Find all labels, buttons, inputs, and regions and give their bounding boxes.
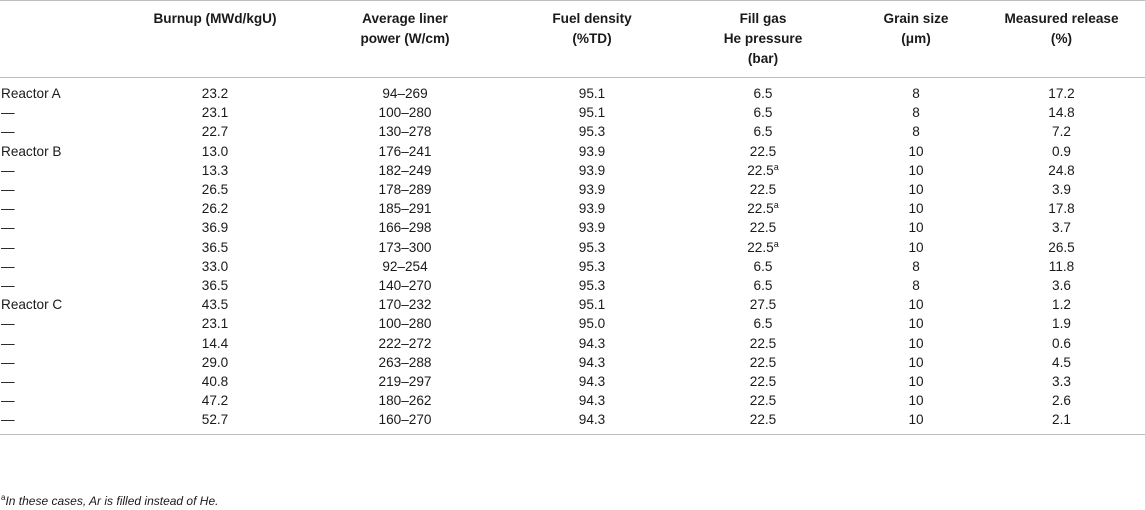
table-cell-release [978, 295, 1145, 314]
table-cell-grain [854, 199, 978, 218]
table-cell-label [0, 334, 132, 353]
cell-value: 22.5 [747, 239, 774, 255]
table-cell-grain [854, 295, 978, 314]
table-cell-label [0, 218, 132, 237]
table-cell-release [978, 122, 1145, 141]
cell-value: 180–262 [378, 393, 432, 409]
table-cell-grain [854, 353, 978, 372]
table-cell-density [512, 180, 672, 199]
table-cell-grain [854, 103, 978, 122]
cell-value: — [1, 393, 15, 409]
cell-value: 2.1 [1052, 412, 1071, 428]
table-cell-grain [854, 122, 978, 141]
cell-value: 10 [908, 162, 924, 178]
table-cell-grain [854, 142, 978, 161]
table-cell-label [0, 238, 132, 257]
cell-value: 10 [908, 143, 924, 159]
table-cell-power [298, 353, 512, 372]
cell-value: 6.5 [753, 86, 773, 101]
cell-value: 10 [908, 374, 924, 390]
cell-value: 8 [912, 278, 920, 294]
table-row [0, 334, 1145, 353]
table-cell-release [978, 218, 1145, 237]
cell-value: 3.3 [1052, 374, 1071, 390]
cell-value: 95.3 [578, 278, 606, 294]
column-header-line: Fill gas [739, 11, 787, 26]
cell-value: 0.6 [1052, 335, 1071, 351]
table-cell-burnup [132, 334, 298, 353]
column-header-line: (μm) [901, 31, 931, 46]
table-cell-burnup [132, 103, 298, 122]
table-cell-release [978, 372, 1145, 391]
column-header-line: Burnup (MWd/kgU) [153, 11, 277, 26]
table-cell-density [512, 295, 672, 314]
cell-value: 94.3 [578, 393, 606, 409]
cell-value: 140–270 [378, 278, 432, 294]
cell-value: 22.5 [749, 412, 777, 428]
table-cell-density [512, 276, 672, 295]
cell-value: 10 [908, 182, 924, 198]
cell-value: 36.9 [201, 220, 229, 236]
table-cell-power [298, 257, 512, 276]
cell-value: 14.4 [201, 335, 229, 351]
column-header-line: Average liner [362, 11, 448, 26]
cell-value: 8 [912, 105, 920, 121]
table-cell-pressure [672, 257, 854, 276]
cell-value: 94.3 [578, 374, 606, 390]
table-cell-grain [854, 238, 978, 257]
table-row [0, 276, 1145, 295]
cell-value: 47.2 [201, 393, 229, 409]
cell-value: 219–297 [378, 374, 432, 390]
table-cell-burnup [132, 314, 298, 333]
table-cell-burnup [132, 257, 298, 276]
cell-value: 22.5 [749, 220, 777, 236]
table-cell-density [512, 391, 672, 410]
table-cell-label [0, 180, 132, 199]
cell-value: 100–280 [378, 105, 432, 121]
table-cell-grain [854, 78, 978, 104]
table-cell-density [512, 372, 672, 391]
table-cell-label [0, 410, 132, 434]
table-cell-density [512, 314, 672, 333]
table-cell-pressure [672, 103, 854, 122]
cell-value: 263–288 [378, 354, 432, 370]
table-cell-release [978, 161, 1145, 180]
footnote-ref-mark: a [773, 200, 779, 211]
table-cell-power [298, 314, 512, 333]
cell-value: Reactor C [1, 297, 63, 313]
table-cell-label [0, 161, 132, 180]
table-cell-burnup [132, 238, 298, 257]
table-header-row [0, 1, 1145, 78]
table-cell-release [978, 391, 1145, 410]
cell-value: 4.5 [1052, 354, 1071, 370]
table-cell-density [512, 142, 672, 161]
table-cell-grain [854, 218, 978, 237]
cell-value: 178–289 [378, 182, 432, 198]
cell-value: 33.0 [201, 258, 229, 274]
table-cell-burnup [132, 410, 298, 434]
table-row [0, 218, 1145, 237]
column-header-line: (%) [1050, 31, 1073, 46]
table-cell-label [0, 295, 132, 314]
table-cell-label [0, 142, 132, 161]
cell-value: 14.8 [1048, 105, 1075, 121]
cell-value: 26.2 [201, 201, 229, 217]
cell-value: 94.3 [578, 412, 606, 428]
table-cell-power [298, 295, 512, 314]
column-header-line: power (W/cm) [360, 31, 450, 46]
cell-value: 1.9 [1052, 316, 1071, 332]
cell-value: 22.5 [749, 354, 777, 370]
cell-value: 6.5 [753, 124, 773, 140]
table-cell-pressure [672, 78, 854, 104]
table-cell-release [978, 180, 1145, 199]
cell-value: 94.3 [578, 354, 606, 370]
table-cell-density [512, 353, 672, 372]
table-cell-pressure [672, 122, 854, 141]
table-cell-burnup [132, 353, 298, 372]
cell-value: — [1, 412, 15, 428]
table-cell-burnup [132, 295, 298, 314]
cell-value: 93.9 [578, 220, 606, 236]
cell-value: 160–270 [378, 412, 432, 428]
footnote-ref-mark: a [773, 238, 779, 249]
table-cell-grain [854, 180, 978, 199]
table-cell-burnup [132, 180, 298, 199]
table-cell-label [0, 122, 132, 141]
table-cell-power [298, 391, 512, 410]
table-cell-density [512, 122, 672, 141]
cell-value: 95.1 [578, 105, 606, 121]
cell-value: 13.0 [201, 143, 229, 159]
table-row [0, 314, 1145, 333]
cell-value: 0.9 [1052, 143, 1071, 159]
cell-value: 17.8 [1048, 201, 1075, 217]
cell-value: — [1, 239, 15, 255]
cell-value: — [1, 278, 15, 294]
cell-value: 52.7 [201, 412, 229, 428]
cell-value: — [1, 182, 15, 198]
table-cell-burnup [132, 199, 298, 218]
cell-value: — [1, 316, 15, 332]
table-cell-release [978, 334, 1145, 353]
table-row [0, 103, 1145, 122]
cell-value: 26.5 [201, 182, 229, 198]
table-cell-power [298, 180, 512, 199]
cell-value: 185–291 [378, 201, 432, 217]
table-cell-pressure [672, 199, 854, 218]
table-cell-release [978, 103, 1145, 122]
cell-value: 222–272 [378, 335, 432, 351]
table-cell-release [978, 314, 1145, 333]
table-cell-label [0, 199, 132, 218]
cell-value: 95.1 [578, 297, 606, 313]
cell-value: 36.5 [201, 239, 229, 255]
table-cell-pressure [672, 334, 854, 353]
table-body [0, 78, 1145, 435]
cell-value: 10 [908, 201, 924, 217]
cell-value: 43.5 [201, 297, 229, 313]
table-row [0, 78, 1145, 104]
table-cell-power [298, 218, 512, 237]
table-cell-grain [854, 161, 978, 180]
cell-value: 6.5 [753, 258, 773, 274]
table-cell-grain [854, 257, 978, 276]
table-cell-release [978, 257, 1145, 276]
table-cell-power [298, 238, 512, 257]
cell-value: 24.8 [1048, 162, 1075, 178]
table-cell-grain [854, 372, 978, 391]
cell-value: 95.3 [578, 124, 606, 140]
column-header [0, 1, 132, 78]
cell-value: 10 [908, 412, 924, 428]
cell-value: 6.5 [753, 105, 773, 121]
cell-value: 22.5 [749, 143, 777, 159]
cell-value: 13.3 [201, 162, 229, 178]
cell-value: 173–300 [378, 239, 432, 255]
cell-value: 11.8 [1048, 258, 1075, 274]
cell-value: 22.5 [749, 182, 777, 198]
table-cell-release [978, 78, 1145, 104]
column-header-line: (%TD) [572, 31, 612, 46]
table-cell-label [0, 372, 132, 391]
cell-value: 3.9 [1052, 182, 1071, 198]
table-cell-density [512, 218, 672, 237]
cell-value: 93.9 [578, 143, 606, 159]
cell-value: Reactor B [1, 143, 62, 159]
table-row [0, 372, 1145, 391]
table-cell-density [512, 257, 672, 276]
table-cell-density [512, 161, 672, 180]
cell-value: 22.5 [747, 162, 774, 178]
table-cell-release [978, 199, 1145, 218]
table-row [0, 180, 1145, 199]
table-cell-power [298, 78, 512, 104]
column-header [978, 1, 1145, 78]
table-cell-power [298, 103, 512, 122]
table-cell-release [978, 353, 1145, 372]
cell-value: 94–269 [382, 86, 428, 101]
table-row [0, 161, 1145, 180]
footnote-text: In these cases, Ar is filled instead of He. [5, 494, 219, 508]
cell-value: 3.7 [1052, 220, 1071, 236]
column-header [854, 1, 978, 78]
table-cell-power [298, 410, 512, 434]
cell-value: — [1, 354, 15, 370]
cell-value: 10 [908, 393, 924, 409]
cell-value: 29.0 [201, 354, 229, 370]
table-cell-label [0, 78, 132, 104]
table-cell-power [298, 276, 512, 295]
column-header-line: He pressure [723, 31, 803, 46]
table-row [0, 410, 1145, 434]
table-cell-pressure [672, 314, 854, 333]
column-header [512, 1, 672, 78]
cell-value: 10 [908, 335, 924, 351]
cell-value: — [1, 374, 15, 390]
table-cell-power [298, 122, 512, 141]
table-cell-label [0, 391, 132, 410]
cell-value: 170–232 [378, 297, 432, 313]
cell-value: 95.1 [578, 86, 606, 101]
cell-value: 36.5 [201, 278, 229, 294]
cell-value: 93.9 [578, 182, 606, 198]
cell-value: Reactor A [1, 86, 61, 101]
table-cell-burnup [132, 218, 298, 237]
cell-value: 23.1 [201, 105, 229, 121]
cell-value: 1.2 [1052, 297, 1071, 313]
table-cell-power [298, 161, 512, 180]
table-cell-density [512, 410, 672, 434]
cell-value: 2.6 [1052, 393, 1071, 409]
table-cell-power [298, 199, 512, 218]
cell-value: 10 [908, 354, 924, 370]
column-header-line: Grain size [883, 11, 949, 26]
table-cell-release [978, 276, 1145, 295]
table-cell-pressure [672, 161, 854, 180]
table-cell-grain [854, 334, 978, 353]
cell-value: — [1, 124, 15, 140]
cell-value: 3.6 [1052, 278, 1071, 294]
cell-value: 7.2 [1052, 124, 1071, 140]
column-header [132, 1, 298, 78]
cell-value: 40.8 [201, 374, 229, 390]
cell-value: 22.5 [749, 393, 777, 409]
table-cell-pressure [672, 218, 854, 237]
table-row [0, 122, 1145, 141]
cell-value: — [1, 258, 15, 274]
cell-value: 22.5 [749, 335, 777, 351]
cell-value: 95.3 [578, 239, 606, 255]
table-cell-grain [854, 314, 978, 333]
table-cell-burnup [132, 142, 298, 161]
cell-value: 22.5 [749, 374, 777, 390]
cell-value: 10 [908, 239, 924, 255]
cell-value: — [1, 201, 15, 217]
cell-value: 95.0 [578, 316, 606, 332]
table-cell-label [0, 353, 132, 372]
table-footnote [1, 494, 218, 508]
cell-value: 92–254 [382, 258, 428, 274]
cell-value: 8 [912, 124, 920, 140]
table-cell-pressure [672, 276, 854, 295]
table-row [0, 199, 1145, 218]
cell-value: 166–298 [378, 220, 432, 236]
cell-value: — [1, 162, 15, 178]
table-cell-label [0, 314, 132, 333]
cell-value: 8 [912, 86, 920, 101]
cell-value: 130–278 [378, 124, 432, 140]
cell-value: 182–249 [378, 162, 432, 178]
cell-value: 100–280 [378, 316, 432, 332]
column-header-line: (bar) [747, 51, 779, 66]
table-cell-burnup [132, 391, 298, 410]
table-cell-label [0, 257, 132, 276]
cell-value: 26.5 [1048, 239, 1075, 255]
table-cell-burnup [132, 161, 298, 180]
table-row [0, 142, 1145, 161]
table-cell-density [512, 103, 672, 122]
table-cell-pressure [672, 410, 854, 434]
table-cell-label [0, 276, 132, 295]
column-header [672, 1, 854, 78]
table-row [0, 391, 1145, 410]
column-header-line: Measured release [1004, 11, 1119, 26]
table-cell-density [512, 334, 672, 353]
table-cell-power [298, 372, 512, 391]
table-cell-density [512, 238, 672, 257]
table-cell-burnup [132, 276, 298, 295]
cell-value: — [1, 105, 15, 121]
table-cell-burnup [132, 78, 298, 104]
cell-value: — [1, 335, 15, 351]
table-cell-power [298, 334, 512, 353]
cell-value: 6.5 [753, 316, 773, 332]
table-cell-grain [854, 276, 978, 295]
table-cell-pressure [672, 353, 854, 372]
cell-value: 23.1 [201, 316, 229, 332]
table-row [0, 238, 1145, 257]
table-row [0, 295, 1145, 314]
table-cell-power [298, 142, 512, 161]
table-cell-release [978, 238, 1145, 257]
table-cell-burnup [132, 122, 298, 141]
table-cell-release [978, 410, 1145, 434]
footnote-mark: a [1, 493, 6, 502]
cell-value: — [1, 220, 15, 236]
cell-value: 27.5 [749, 297, 777, 313]
cell-value: 17.2 [1048, 86, 1075, 101]
table-cell-pressure [672, 391, 854, 410]
table-cell-pressure [672, 180, 854, 199]
table-cell-pressure [672, 142, 854, 161]
cell-value: 22.5 [747, 201, 774, 217]
column-header-line: Fuel density [552, 11, 632, 26]
table-cell-burnup [132, 372, 298, 391]
table-row [0, 353, 1145, 372]
cell-value: 93.9 [578, 201, 606, 217]
column-header [298, 1, 512, 78]
cell-value: 10 [908, 220, 924, 236]
cell-value: 10 [908, 316, 924, 332]
cell-value: 93.9 [578, 162, 606, 178]
table-cell-release [978, 142, 1145, 161]
cell-value: 10 [908, 297, 924, 313]
table-cell-pressure [672, 238, 854, 257]
table-cell-density [512, 78, 672, 104]
table-cell-pressure [672, 295, 854, 314]
table-cell-label [0, 103, 132, 122]
table-cell-density [512, 199, 672, 218]
footnote-ref-mark: a [773, 161, 779, 172]
cell-value: 95.3 [578, 258, 606, 274]
cell-value: 23.2 [201, 86, 229, 101]
cell-value: 22.7 [201, 124, 229, 140]
table-cell-grain [854, 391, 978, 410]
table-cell-grain [854, 410, 978, 434]
cell-value: 6.5 [753, 278, 773, 294]
table-cell-pressure [672, 372, 854, 391]
cell-value: 8 [912, 258, 920, 274]
cell-value: 94.3 [578, 335, 606, 351]
cell-value: 176–241 [378, 143, 432, 159]
table-row [0, 257, 1145, 276]
